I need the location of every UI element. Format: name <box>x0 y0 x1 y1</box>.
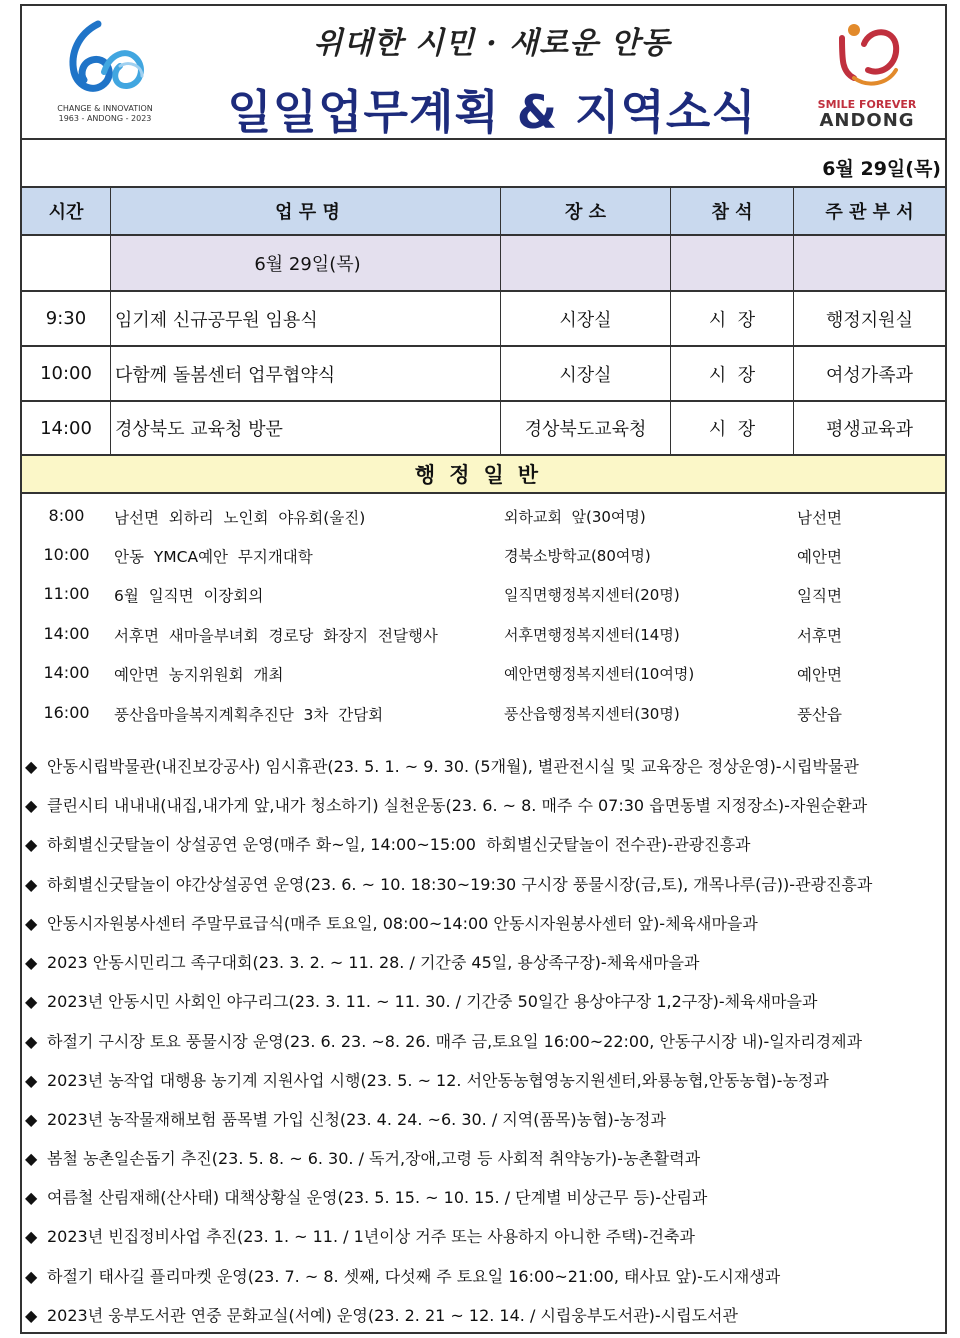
sub-empty-place <box>501 236 671 290</box>
notice-item <box>25 1107 943 1146</box>
section-title-admin: 행정일반 <box>22 454 945 494</box>
row-title: 임기제 신규공무원 임용식 <box>111 292 501 345</box>
item-place: 서후면행정복지센터(14명) <box>504 626 680 644</box>
slogan: 위대한 시민 · 새로운 안동 <box>313 26 671 61</box>
row-place: 경상북도교육청 <box>501 402 671 454</box>
document-frame <box>20 4 947 1334</box>
notice-item <box>25 872 943 911</box>
diamond-bullet-icon: ◆ <box>25 835 38 854</box>
diamond-bullet-icon: ◆ <box>25 1110 38 1129</box>
list-item <box>22 614 945 653</box>
header-place: 장 소 <box>501 188 671 234</box>
notice-text: 2023 안동시민리그 족구대회(23. 3. 2. ~ 11. 28. / 기간중 45일, 용상족구장)-체육새마을과 <box>47 953 700 972</box>
table-row <box>22 347 945 402</box>
notice-text: 2023년 빈집정비사업 추진(23. 1. ~ 11. / 1년이상 거주 또는 사용하지 아니한 주택)-건축과 <box>47 1227 695 1246</box>
item-dept: 예안면 <box>797 548 842 566</box>
row-time: 10:00 <box>22 347 111 400</box>
notice-item <box>25 911 943 950</box>
diamond-bullet-icon: ◆ <box>25 1267 38 1286</box>
anniversary-60-logo <box>50 16 160 126</box>
notice-text: 2023년 농작물재해보험 품목별 가입 신청(23. 4. 24. ~6. 30. / 지역(품목)농협)-농정과 <box>47 1110 666 1129</box>
item-place: 풍산읍행정복지센터(30명) <box>504 705 680 723</box>
item-title: 서후면 새마을부녀회 경로당 화장지 전달행사 <box>114 627 438 645</box>
item-title: 6월 일직면 이장회의 <box>114 587 264 605</box>
notice-item <box>25 1264 943 1303</box>
header-attend: 참 석 <box>671 188 794 234</box>
diamond-bullet-icon: ◆ <box>25 1188 38 1207</box>
smile-andong-icon <box>812 14 922 98</box>
item-title: 안동 YMCA예안 무지개대학 <box>114 548 313 566</box>
diamond-bullet-icon: ◆ <box>25 757 38 776</box>
item-title: 풍산읍마을복지계획추진단 3차 간담회 <box>114 706 384 724</box>
list-item <box>22 496 945 535</box>
logo-caption-line2: 1963 - ANDONG - 2023 <box>58 114 152 123</box>
diamond-bullet-icon: ◆ <box>25 875 38 894</box>
page-title: 일일업무계획 & 지역소식 <box>227 85 757 139</box>
item-dept: 남선면 <box>797 509 842 527</box>
item-place: 경북소방학교(80여명) <box>504 547 651 565</box>
sub-date: 6월 29일(목) <box>111 236 501 290</box>
notice-text: 봄철 농촌일손돕기 추진(23. 5. 8. ~ 6. 30. / 독거,장애,고령 등 사회적 취약농가)-농촌활력과 <box>47 1149 701 1168</box>
sub-empty-time <box>22 236 111 290</box>
item-place: 일직면행정복지센터(20명) <box>504 586 680 604</box>
table-row <box>22 292 945 347</box>
sub-empty-dept <box>794 236 945 290</box>
notice-text: 2023년 웅부도서관 연중 문화교실(서예) 운영(23. 2. 21 ~ 12. 14. / 시립웅부도서관)-시립도서관 <box>47 1306 738 1325</box>
item-time: 10:00 <box>43 545 90 564</box>
row-time: 9:30 <box>22 292 111 345</box>
notice-item <box>25 989 943 1028</box>
list-item <box>22 653 945 692</box>
notice-item <box>25 1303 943 1338</box>
list-item <box>22 693 945 732</box>
notice-text: 안동시자원봉사센터 주말무료급식(매주 토요일, 08:00~14:00 안동시자원봉사센터 앞)-체육새마을과 <box>47 914 758 933</box>
item-dept: 서후면 <box>797 627 842 645</box>
diamond-bullet-icon: ◆ <box>25 1032 38 1051</box>
notice-text: 클린시티 내내내(내집,내가게 앞,내가 청소하기) 실천운동(23. 6. ~ 8. 매주 수 07:30 읍면동별 지정장소)-자원순환과 <box>47 796 868 815</box>
item-time: 11:00 <box>43 584 90 603</box>
notice-text: 여름철 산림재해(산사태) 대책상황실 운영(23. 5. 15. ~ 10. 15. / 단계별 비상근무 등)-산림과 <box>47 1188 708 1207</box>
row-dept: 평생교육과 <box>826 419 913 440</box>
row-place: 시장실 <box>501 292 671 345</box>
table-subheader-row <box>22 236 945 292</box>
diamond-bullet-icon: ◆ <box>25 1071 38 1090</box>
item-dept: 일직면 <box>797 587 842 605</box>
row-title: 다함께 돌봄센터 업무협약식 <box>111 347 501 400</box>
header-task: 업 무 명 <box>111 188 501 234</box>
row-time: 14:00 <box>22 402 111 454</box>
notice-item <box>25 832 943 871</box>
row-title: 경상북도 교육청 방문 <box>111 402 501 454</box>
date-line <box>22 142 945 188</box>
andong-brand-logo <box>812 14 922 134</box>
row-place: 시장실 <box>501 347 671 400</box>
list-item <box>22 535 945 574</box>
notice-item <box>25 1029 943 1068</box>
diamond-bullet-icon: ◆ <box>25 953 38 972</box>
logo-caption-line1: CHANGE & INNOVATION <box>57 104 153 113</box>
item-time: 8:00 <box>48 506 85 525</box>
sub-empty-attend <box>671 236 794 290</box>
diamond-bullet-icon: ◆ <box>25 1306 38 1325</box>
item-time: 14:00 <box>43 624 90 643</box>
diamond-bullet-icon: ◆ <box>25 1227 38 1246</box>
notice-text: 하회별신굿탈놀이 야간상설공연 운영(23. 6. ~ 10. 18:30~19:30 구시장 풍물시장(금,토), 개목나루(금))-관광진흥과 <box>47 875 873 894</box>
item-time: 14:00 <box>43 663 90 682</box>
table-header-row <box>22 188 945 236</box>
header <box>22 6 945 140</box>
notice-item <box>25 754 943 793</box>
item-place: 예안면행정복지센터(10여명) <box>504 665 695 683</box>
diamond-bullet-icon: ◆ <box>25 1149 38 1168</box>
notice-item <box>25 1146 943 1185</box>
item-dept: 예안면 <box>797 666 842 684</box>
item-dept: 풍산읍 <box>797 706 842 724</box>
item-place: 외하교회 앞(30여명) <box>504 508 646 526</box>
notice-text: 2023년 안동시민 사회인 야구리그(23. 3. 11. ~ 11. 30. / 기간중 50일간 용상야구장 1,2구장)-체육새마을과 <box>47 992 818 1011</box>
list-item <box>22 574 945 613</box>
notice-text: 하절기 태사길 플리마켓 운영(23. 7. ~ 8. 셋째, 다섯째 주 토요일 16:00~21:00, 태사묘 앞)-도시재생과 <box>47 1267 781 1286</box>
anniversary-60-icon <box>50 16 160 104</box>
notice-item <box>25 950 943 989</box>
row-attend: 시 장 <box>671 347 794 400</box>
header-time: 시간 <box>22 188 111 234</box>
table-row <box>22 402 945 454</box>
report-date: 6월 29일(목) <box>822 158 941 180</box>
notice-text: 하절기 구시장 토요 풍물시장 운영(23. 6. 23. ~8. 26. 매주 금,토요일 16:00~22:00, 안동구시장 내)-일자리경제과 <box>47 1032 863 1051</box>
item-time: 16:00 <box>43 703 90 722</box>
diamond-bullet-icon: ◆ <box>25 992 38 1011</box>
row-dept: 행정지원실 <box>826 309 913 331</box>
row-dept: 여성가족과 <box>826 364 913 386</box>
notice-text: 2023년 농작업 대행용 농기계 지원사업 시행(23. 5. ~ 12. 서안동농협영농지원센터,와룡농협,안동농협)-농정과 <box>47 1071 829 1090</box>
brand-line1: SMILE FOREVER <box>817 98 917 111</box>
header-dept: 주 관 부 서 <box>825 202 914 223</box>
diamond-bullet-icon: ◆ <box>25 796 38 815</box>
row-attend: 시 장 <box>671 402 794 454</box>
notice-text: 안동시립박물관(내진보강공사) 임시휴관(23. 5. 1. ~ 9. 30. (5개월), 별관전시실 및 교육장은 정상운영)-시립박물관 <box>47 757 859 776</box>
row-attend: 시 장 <box>671 292 794 345</box>
notice-item <box>25 1068 943 1107</box>
diamond-bullet-icon: ◆ <box>25 914 38 933</box>
item-title: 예안면 농지위원회 개최 <box>114 666 284 684</box>
notice-item <box>25 1185 943 1224</box>
item-title: 남선면 외하리 노인회 야유회(울진) <box>114 509 366 527</box>
notice-item <box>25 1224 943 1263</box>
notice-item <box>25 793 943 832</box>
notice-text: 하회별신굿탈놀이 상설공연 운영(매주 화~일, 14:00~15:00 하회별신굿탈놀이 전수관)-관광진흥과 <box>47 835 751 854</box>
brand-line2: ANDONG <box>819 110 915 131</box>
